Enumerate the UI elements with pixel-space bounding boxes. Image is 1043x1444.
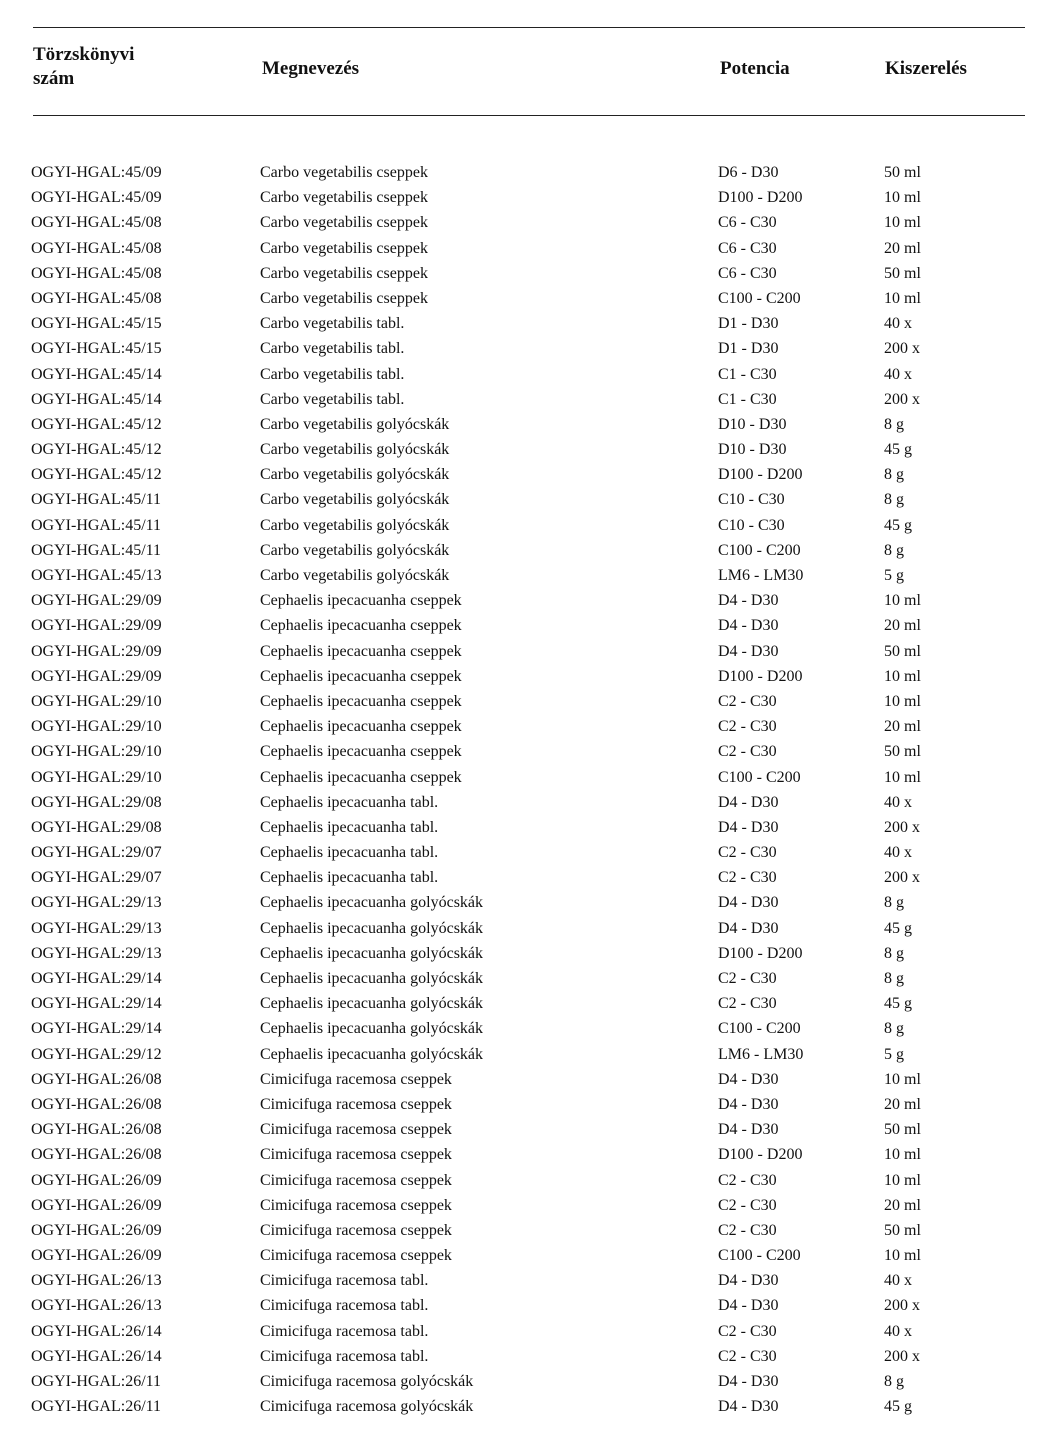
table-row [0,1394,1043,1419]
registration-number-cell: OGYI-HGAL:26/09 [31,1247,162,1265]
package-cell: 10 ml [884,692,921,710]
column-header-name: Megnevezés [262,58,360,79]
product-name-cell: Carbo vegetabilis golyócskák [260,466,450,484]
table-row [0,664,1043,689]
package-cell: 45 g [884,919,912,937]
registration-number-cell: OGYI-HGAL:29/13 [31,944,162,962]
column-header-registration-number: Törzskönyvi szám [33,44,135,89]
package-cell: 10 ml [884,667,921,685]
product-name-cell: Cimicifuga racemosa cseppek [260,1221,452,1239]
potency-cell: D4 - D30 [718,1070,779,1088]
potency-cell: C1 - C30 [718,365,777,383]
table-row [0,1092,1043,1117]
potency-cell: D1 - D30 [718,340,779,358]
registration-number-cell: OGYI-HGAL:45/08 [31,214,162,232]
registration-number-cell: OGYI-HGAL:26/09 [31,1221,162,1239]
registration-number-cell: OGYI-HGAL:45/09 [31,164,162,181]
potency-cell: C6 - C30 [718,214,777,232]
product-name-cell: Carbo vegetabilis tabl. [260,390,405,408]
package-cell: 10 ml [884,214,921,232]
package-cell: 20 ml [884,239,921,257]
package-cell: 8 g [884,944,904,962]
product-name-cell: Cephaelis ipecacuanha cseppek [260,768,462,786]
potency-cell: C1 - C30 [718,390,777,408]
potency-cell: C2 - C30 [718,718,777,736]
table-row [0,286,1043,311]
potency-cell: C2 - C30 [718,844,777,862]
registration-number-cell: OGYI-HGAL:26/14 [31,1347,162,1365]
registration-number-cell: OGYI-HGAL:45/15 [31,315,162,333]
product-name-cell: Cephaelis ipecacuanha cseppek [260,692,462,710]
product-name-cell: Cephaelis ipecacuanha cseppek [260,743,462,761]
table-row [0,815,1043,840]
package-cell: 40 x [884,1272,912,1290]
package-cell: 10 ml [884,768,921,786]
table-row [0,563,1043,588]
package-cell: 40 x [884,793,912,811]
package-cell: 45 g [884,1398,912,1416]
registration-number-cell: OGYI-HGAL:45/12 [31,415,162,433]
potency-cell: C6 - C30 [718,239,777,257]
product-name-cell: Cimicifuga racemosa tabl. [260,1297,429,1315]
package-cell: 8 g [884,466,904,484]
registration-number-cell: OGYI-HGAL:45/09 [31,189,162,207]
product-name-cell: Cephaelis ipecacuanha cseppek [260,592,462,610]
package-cell: 8 g [884,541,904,559]
table-row [0,1193,1043,1218]
product-name-cell: Cephaelis ipecacuanha cseppek [260,617,462,635]
registration-number-cell: OGYI-HGAL:29/14 [31,1020,162,1038]
package-cell: 20 ml [884,718,921,736]
product-name-cell: Carbo vegetabilis golyócskák [260,415,450,433]
product-name-cell: Cimicifuga racemosa golyócskák [260,1373,474,1390]
potency-cell: D4 - D30 [718,919,779,937]
product-name-cell: Cimicifuga racemosa cseppek [260,1146,452,1164]
package-cell: 20 ml [884,617,921,635]
table-row [0,387,1043,412]
table-row [0,462,1043,487]
package-cell: 5 g [884,1045,904,1063]
table-row [0,916,1043,941]
table-row [0,513,1043,538]
registration-number-cell: OGYI-HGAL:45/15 [31,340,162,358]
table-row [0,991,1043,1016]
package-cell: 200 x [884,1347,920,1365]
potency-cell: D4 - D30 [718,1297,779,1315]
product-name-cell: Cimicifuga racemosa tabl. [260,1272,429,1290]
product-name-cell: Cephaelis ipecacuanha tabl. [260,869,439,887]
registration-number-cell: OGYI-HGAL:26/08 [31,1095,162,1113]
registration-number-cell: OGYI-HGAL:45/08 [31,239,162,257]
package-cell: 50 ml [884,264,921,282]
potency-cell: C2 - C30 [718,692,777,710]
potency-cell: C100 - C200 [718,1020,801,1038]
registration-number-cell: OGYI-HGAL:29/07 [31,869,162,887]
potency-cell: D100 - D200 [718,944,803,962]
table-row [0,336,1043,361]
table-row [0,362,1043,387]
registration-number-cell: OGYI-HGAL:29/09 [31,642,162,660]
table-row [0,890,1043,915]
potency-cell: D4 - D30 [718,818,779,836]
registration-number-cell: OGYI-HGAL:29/14 [31,970,162,987]
potency-cell: D4 - D30 [718,1373,779,1390]
potency-cell: C2 - C30 [718,995,777,1013]
product-name-cell: Carbo vegetabilis golyócskák [260,491,450,509]
package-cell: 10 ml [884,592,921,610]
package-cell: 50 ml [884,743,921,761]
product-name-cell: Carbo vegetabilis golyócskák [260,567,450,584]
package-cell: 200 x [884,390,920,408]
package-cell: 50 ml [884,164,921,181]
potency-cell: C2 - C30 [718,743,777,761]
potency-cell: C2 - C30 [718,869,777,887]
potency-cell: D4 - D30 [718,642,779,660]
table-row [0,412,1043,437]
registration-number-cell: OGYI-HGAL:26/09 [31,1171,162,1189]
potency-cell: D4 - D30 [718,592,779,610]
potency-cell: D4 - D30 [718,894,779,912]
potency-cell: C2 - C30 [718,1347,777,1365]
potency-cell: C100 - C200 [718,768,801,786]
package-cell: 10 ml [884,1247,921,1265]
table-row [0,185,1043,210]
package-cell: 10 ml [884,1171,921,1189]
table-row [0,790,1043,815]
potency-cell: C100 - C200 [718,1247,801,1265]
table-row [0,261,1043,286]
table-row [0,865,1043,890]
potency-cell: C100 - C200 [718,289,801,307]
potency-cell: LM6 - LM30 [718,1045,804,1063]
registration-number-cell: OGYI-HGAL:29/09 [31,667,162,685]
package-cell: 8 g [884,1373,904,1390]
potency-cell: D4 - D30 [718,1095,779,1113]
package-cell: 8 g [884,1020,904,1038]
potency-cell: C2 - C30 [718,1221,777,1239]
registration-number-cell: OGYI-HGAL:29/07 [31,844,162,862]
potency-cell: D4 - D30 [718,1272,779,1290]
product-name-cell: Cephaelis ipecacuanha golyócskák [260,1045,484,1063]
product-name-cell: Cephaelis ipecacuanha golyócskák [260,995,484,1013]
table-row [0,689,1043,714]
table-row [0,1067,1043,1092]
header-top-rule [33,27,1025,28]
table-row [0,588,1043,613]
product-name-cell: Cephaelis ipecacuanha golyócskák [260,944,484,962]
product-name-cell: Cimicifuga racemosa cseppek [260,1070,452,1088]
table-row [0,160,1043,185]
product-name-cell: Carbo vegetabilis cseppek [260,164,428,181]
registration-number-cell: OGYI-HGAL:29/09 [31,592,162,610]
table-row [0,966,1043,991]
potency-cell: C2 - C30 [718,1322,777,1340]
potency-cell: D4 - D30 [718,1121,779,1139]
product-name-cell: Cephaelis ipecacuanha cseppek [260,667,462,685]
column-header-potency: Potencia [720,58,790,79]
registration-number-cell: OGYI-HGAL:26/14 [31,1322,162,1340]
product-name-cell: Carbo vegetabilis golyócskák [260,516,450,534]
registration-number-cell: OGYI-HGAL:29/12 [31,1045,162,1063]
table-row [0,1016,1043,1041]
package-cell: 8 g [884,894,904,912]
registration-number-cell: OGYI-HGAL:26/11 [31,1398,162,1416]
product-name-cell: Cimicifuga racemosa tabl. [260,1322,429,1340]
table-row [0,1293,1043,1318]
table-row [0,1319,1043,1344]
registration-number-cell: OGYI-HGAL:29/13 [31,919,162,937]
table-row [0,538,1043,563]
product-name-cell: Cephaelis ipecacuanha cseppek [260,718,462,736]
product-name-cell: Cephaelis ipecacuanha tabl. [260,793,439,811]
registration-number-cell: OGYI-HGAL:45/14 [31,390,162,408]
table-row [0,639,1043,664]
product-name-cell: Cephaelis ipecacuanha golyócskák [260,970,484,987]
registration-number-cell: OGYI-HGAL:29/10 [31,692,162,710]
table-row [0,1142,1043,1167]
potency-cell: C2 - C30 [718,1171,777,1189]
potency-cell: LM6 - LM30 [718,567,804,584]
table-row [0,236,1043,261]
table-row [0,1243,1043,1268]
potency-cell: D100 - D200 [718,189,803,207]
registration-number-cell: OGYI-HGAL:29/10 [31,768,162,786]
potency-cell: D100 - D200 [718,466,803,484]
registration-number-cell: OGYI-HGAL:45/11 [31,541,162,559]
product-name-cell: Carbo vegetabilis cseppek [260,264,428,282]
potency-cell: C100 - C200 [718,541,801,559]
package-cell: 40 x [884,315,912,333]
package-cell: 10 ml [884,1146,921,1164]
potency-cell: D4 - D30 [718,1398,779,1416]
potency-cell: C2 - C30 [718,1196,777,1214]
registration-number-cell: OGYI-HGAL:29/13 [31,894,162,912]
registration-number-cell: OGYI-HGAL:26/11 [31,1373,162,1390]
package-cell: 50 ml [884,1221,921,1239]
package-cell: 10 ml [884,1070,921,1088]
potency-cell: D4 - D30 [718,793,779,811]
table-row [0,437,1043,462]
registration-number-cell: OGYI-HGAL:26/13 [31,1272,162,1290]
table-row [0,1369,1043,1394]
potency-cell: C2 - C30 [718,970,777,987]
table-row [0,1168,1043,1193]
product-name-cell: Cimicifuga racemosa cseppek [260,1095,452,1113]
registration-number-cell: OGYI-HGAL:29/08 [31,793,162,811]
potency-cell: D10 - D30 [718,441,787,459]
package-cell: 8 g [884,415,904,433]
registration-number-cell: OGYI-HGAL:45/12 [31,441,162,459]
potency-cell: C10 - C30 [718,516,785,534]
header-bottom-rule [33,115,1025,116]
registration-number-cell: OGYI-HGAL:45/11 [31,491,162,509]
potency-cell: D10 - D30 [718,415,787,433]
product-name-cell: Carbo vegetabilis tabl. [260,315,405,333]
table-row [0,941,1043,966]
package-cell: 45 g [884,995,912,1013]
package-cell: 200 x [884,818,920,836]
product-name-cell: Cimicifuga racemosa cseppek [260,1247,452,1265]
product-name-cell: Carbo vegetabilis tabl. [260,340,405,358]
potency-cell: D100 - D200 [718,1146,803,1164]
package-cell: 8 g [884,970,904,987]
registration-number-cell: OGYI-HGAL:45/11 [31,516,162,534]
registration-number-cell: OGYI-HGAL:29/10 [31,743,162,761]
product-name-cell: Cephaelis ipecacuanha golyócskák [260,1020,484,1038]
registration-number-cell: OGYI-HGAL:29/10 [31,718,162,736]
product-name-cell: Cimicifuga racemosa golyócskák [260,1398,474,1416]
package-cell: 50 ml [884,642,921,660]
product-name-cell: Cephaelis ipecacuanha golyócskák [260,894,484,912]
registration-number-cell: OGYI-HGAL:45/08 [31,264,162,282]
product-name-cell: Cephaelis ipecacuanha tabl. [260,818,439,836]
registration-number-cell: OGYI-HGAL:26/09 [31,1196,162,1214]
registration-number-cell: OGYI-HGAL:45/12 [31,466,162,484]
table-row [0,1218,1043,1243]
table-body [0,160,1043,1419]
package-cell: 10 ml [884,189,921,207]
product-name-cell: Carbo vegetabilis tabl. [260,365,405,383]
potency-cell: C10 - C30 [718,491,785,509]
product-name-cell: Cimicifuga racemosa cseppek [260,1121,452,1139]
table-row [0,1344,1043,1369]
table-row [0,739,1043,764]
table-row [0,1268,1043,1293]
product-name-cell: Carbo vegetabilis golyócskák [260,541,450,559]
potency-cell: D1 - D30 [718,315,779,333]
package-cell: 5 g [884,567,904,584]
potency-cell: D4 - D30 [718,617,779,635]
registration-number-cell: OGYI-HGAL:29/08 [31,818,162,836]
potency-cell: D100 - D200 [718,667,803,685]
registration-number-cell: OGYI-HGAL:45/13 [31,567,162,584]
table-row [0,613,1043,638]
product-name-cell: Cimicifuga racemosa cseppek [260,1196,452,1214]
registration-number-cell: OGYI-HGAL:26/08 [31,1146,162,1164]
package-cell: 40 x [884,365,912,383]
product-name-cell: Carbo vegetabilis cseppek [260,189,428,207]
table-row [0,487,1043,512]
package-cell: 40 x [884,844,912,862]
table-row [0,840,1043,865]
package-cell: 45 g [884,441,912,459]
product-name-cell: Carbo vegetabilis golyócskák [260,441,450,459]
product-name-cell: Cimicifuga racemosa tabl. [260,1347,429,1365]
registration-number-cell: OGYI-HGAL:29/09 [31,617,162,635]
package-cell: 200 x [884,340,920,358]
registration-number-cell: OGYI-HGAL:45/08 [31,289,162,307]
table-row [0,210,1043,235]
product-name-cell: Carbo vegetabilis cseppek [260,214,428,232]
potency-cell: D6 - D30 [718,164,779,181]
package-cell: 20 ml [884,1095,921,1113]
column-header-package: Kiszerelés [885,58,967,79]
product-name-cell: Cephaelis ipecacuanha tabl. [260,844,439,862]
package-cell: 40 x [884,1322,912,1340]
package-cell: 10 ml [884,289,921,307]
registration-number-cell: OGYI-HGAL:26/08 [31,1070,162,1088]
product-name-cell: Cephaelis ipecacuanha cseppek [260,642,462,660]
package-cell: 20 ml [884,1196,921,1214]
table-row [0,1042,1043,1067]
product-name-cell: Carbo vegetabilis cseppek [260,289,428,307]
product-name-cell: Cephaelis ipecacuanha golyócskák [260,919,484,937]
product-name-cell: Carbo vegetabilis cseppek [260,239,428,257]
package-cell: 50 ml [884,1121,921,1139]
table-row [0,714,1043,739]
package-cell: 200 x [884,869,920,887]
package-cell: 200 x [884,1297,920,1315]
potency-cell: C6 - C30 [718,264,777,282]
table-row [0,311,1043,336]
registration-number-cell: OGYI-HGAL:26/08 [31,1121,162,1139]
product-name-cell: Cimicifuga racemosa cseppek [260,1171,452,1189]
registration-number-cell: OGYI-HGAL:26/13 [31,1297,162,1315]
registration-number-cell: OGYI-HGAL:45/14 [31,365,162,383]
registration-number-cell: OGYI-HGAL:29/14 [31,995,162,1013]
package-cell: 8 g [884,491,904,509]
table-row [0,765,1043,790]
package-cell: 45 g [884,516,912,534]
table-row [0,1117,1043,1142]
